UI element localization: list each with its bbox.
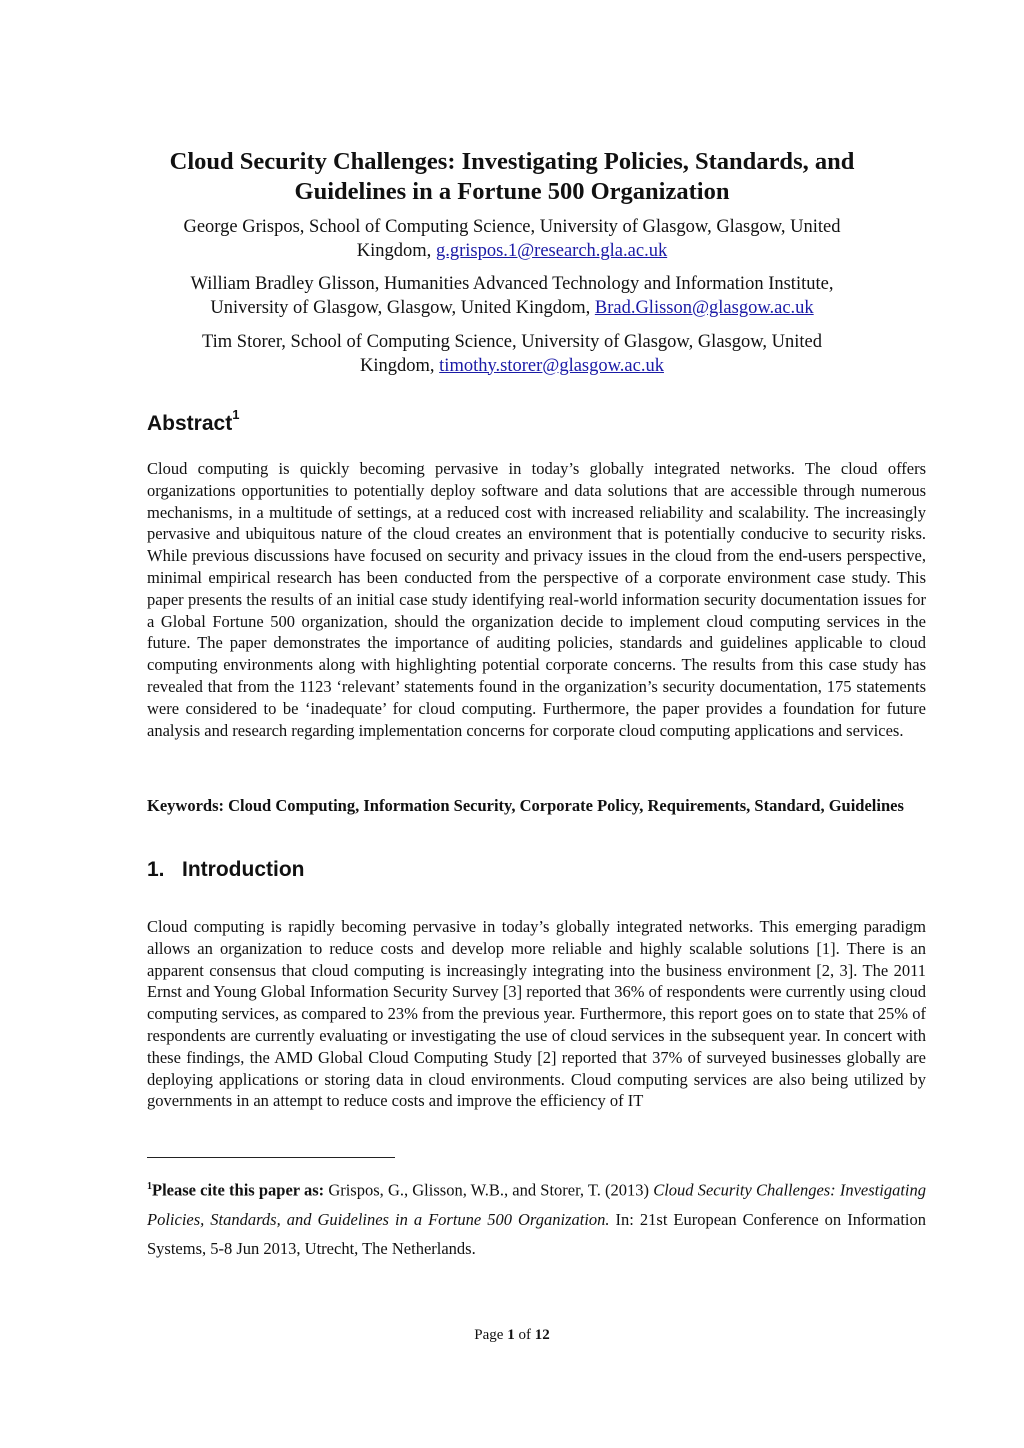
author-affiliation-cont: Kingdom, (356, 240, 436, 261)
introduction-heading: 1. Introduction (147, 858, 305, 881)
author-email-link[interactable]: g.grispos.1@research.gla.ac.uk (435, 240, 668, 261)
title-line-1: Cloud Security Challenges: Investigating Policies, Standards, and (169, 148, 855, 175)
footnote (147, 1172, 926, 1263)
footnote-citation: Grispos, G., Glisson, W.B., and Storer, T. (2013) (324, 1180, 654, 1200)
introduction-text: Cloud computing is rapidly becoming pervasive in today’s globally integrated networks. This emerging paradigm allows an organization to reduce costs and develop more reliable and highly scalable solutions [1]. There is an apparent consensus that cloud computing is increasingly integrating into the business environment [2, 3]. The 2011 Ernst and Young Global Information Security Survey [3] reported that 36% of respondents were currently using cloud computing services, as compared to 23% from the previous year. Furthermore, this report goes on to state that 25% of respondents are currently evaluating or investigating the use of cloud services in the subsequent year. In concert with these findings, the AMD Global Cloud Computing Study [2] reported that 37% of surveyed businesses globally are deploying applications or storing data in cloud environments. Cloud computing services are also being utilized by governments in an attempt to reduce costs and improve the efficiency of IT (147, 917, 926, 1111)
author-affiliation: George Grispos, School of Computing Science, University of Glasgow, Glasgow, United (183, 217, 841, 237)
page-number-of: of (514, 1327, 535, 1343)
footnote-venue: In: 21st European Conference on Information Systems, 5-8 Jun 2013, Utrecht, The Netherlands. (147, 1209, 927, 1258)
footnote-marker: 1 (147, 1181, 152, 1192)
keywords: Keywords: Cloud Computing, Information Security, Corporate Policy, Requirements, Standard, Guidelines (147, 796, 904, 815)
paper-title (120, 147, 904, 207)
page-current: 1 (507, 1327, 515, 1343)
author-affiliation: William Bradley Glisson, Humanities Advanced Technology and Information Institute, (190, 274, 834, 294)
footnote-paper-title: Cloud Security Challenges: Investigating Policies, Standards, and Guidelines in a Fortune 500 Organization. (147, 1180, 926, 1229)
author-email-link[interactable]: timothy.storer@glasgow.ac.uk (439, 355, 664, 376)
author-email-link[interactable]: Brad.Glisson@glasgow.ac.uk (594, 297, 814, 318)
author-affiliation: Tim Storer, School of Computing Science, University of Glasgow, Glasgow, United (202, 332, 822, 352)
page-number-prefix: Page (474, 1327, 508, 1343)
abstract-footnote-marker: 1 (232, 407, 240, 422)
abstract-text: Cloud computing is quickly becoming pervasive in today’s globally integrated networks. The cloud offers organizations opportunities to potentially deploy software and data solutions that are accessible through numerous mechanisms, in a multitude of settings, at a reduced cost with increased reliability and scalability. The increasingly pervasive and ubiquitous nature of the cloud creates an environment that is potentially conducive to security risks. While previous discussions have focused on security and privacy issues in the cloud from the end-users perspective, minimal empirical research has been conducted from the perspective of a corporate environment case study. This paper presents the results of an initial case study identifying real-world information security documentation issues for a Global Fortune 500 organization, should the organization decide to implement cloud computing services in the future. The paper demonstrates the importance of auditing policies, standards and guidelines applicable to cloud computing environments along with highlighting potential corporate concerns. The results from this case study has revealed that from the 1123 ‘relevant’ statements found in the organization’s security documentation, 175 statements were considered to be ‘inadequate’ for cloud computing. Furthermore, the paper provides a foundation for future analysis and research regarding implementation concerns for corporate cloud computing applications and services. (147, 459, 926, 740)
abstract-heading-text: Abstract (147, 412, 233, 435)
author-affiliation-cont: Kingdom, (360, 355, 440, 376)
author-storer (150, 331, 874, 378)
author-grispos (150, 216, 874, 263)
footnote-label: Please cite this paper as: (152, 1180, 325, 1200)
title-line-2: Guidelines in a Fortune 500 Organization (294, 178, 730, 205)
author-affiliation-cont: University of Glasgow, Glasgow, United Kingdom, (210, 297, 595, 318)
abstract-heading (147, 407, 240, 436)
author-glisson (150, 273, 874, 320)
page-number (0, 1327, 1024, 1344)
footnote-separator (147, 1157, 395, 1158)
page-total: 12 (534, 1327, 550, 1343)
